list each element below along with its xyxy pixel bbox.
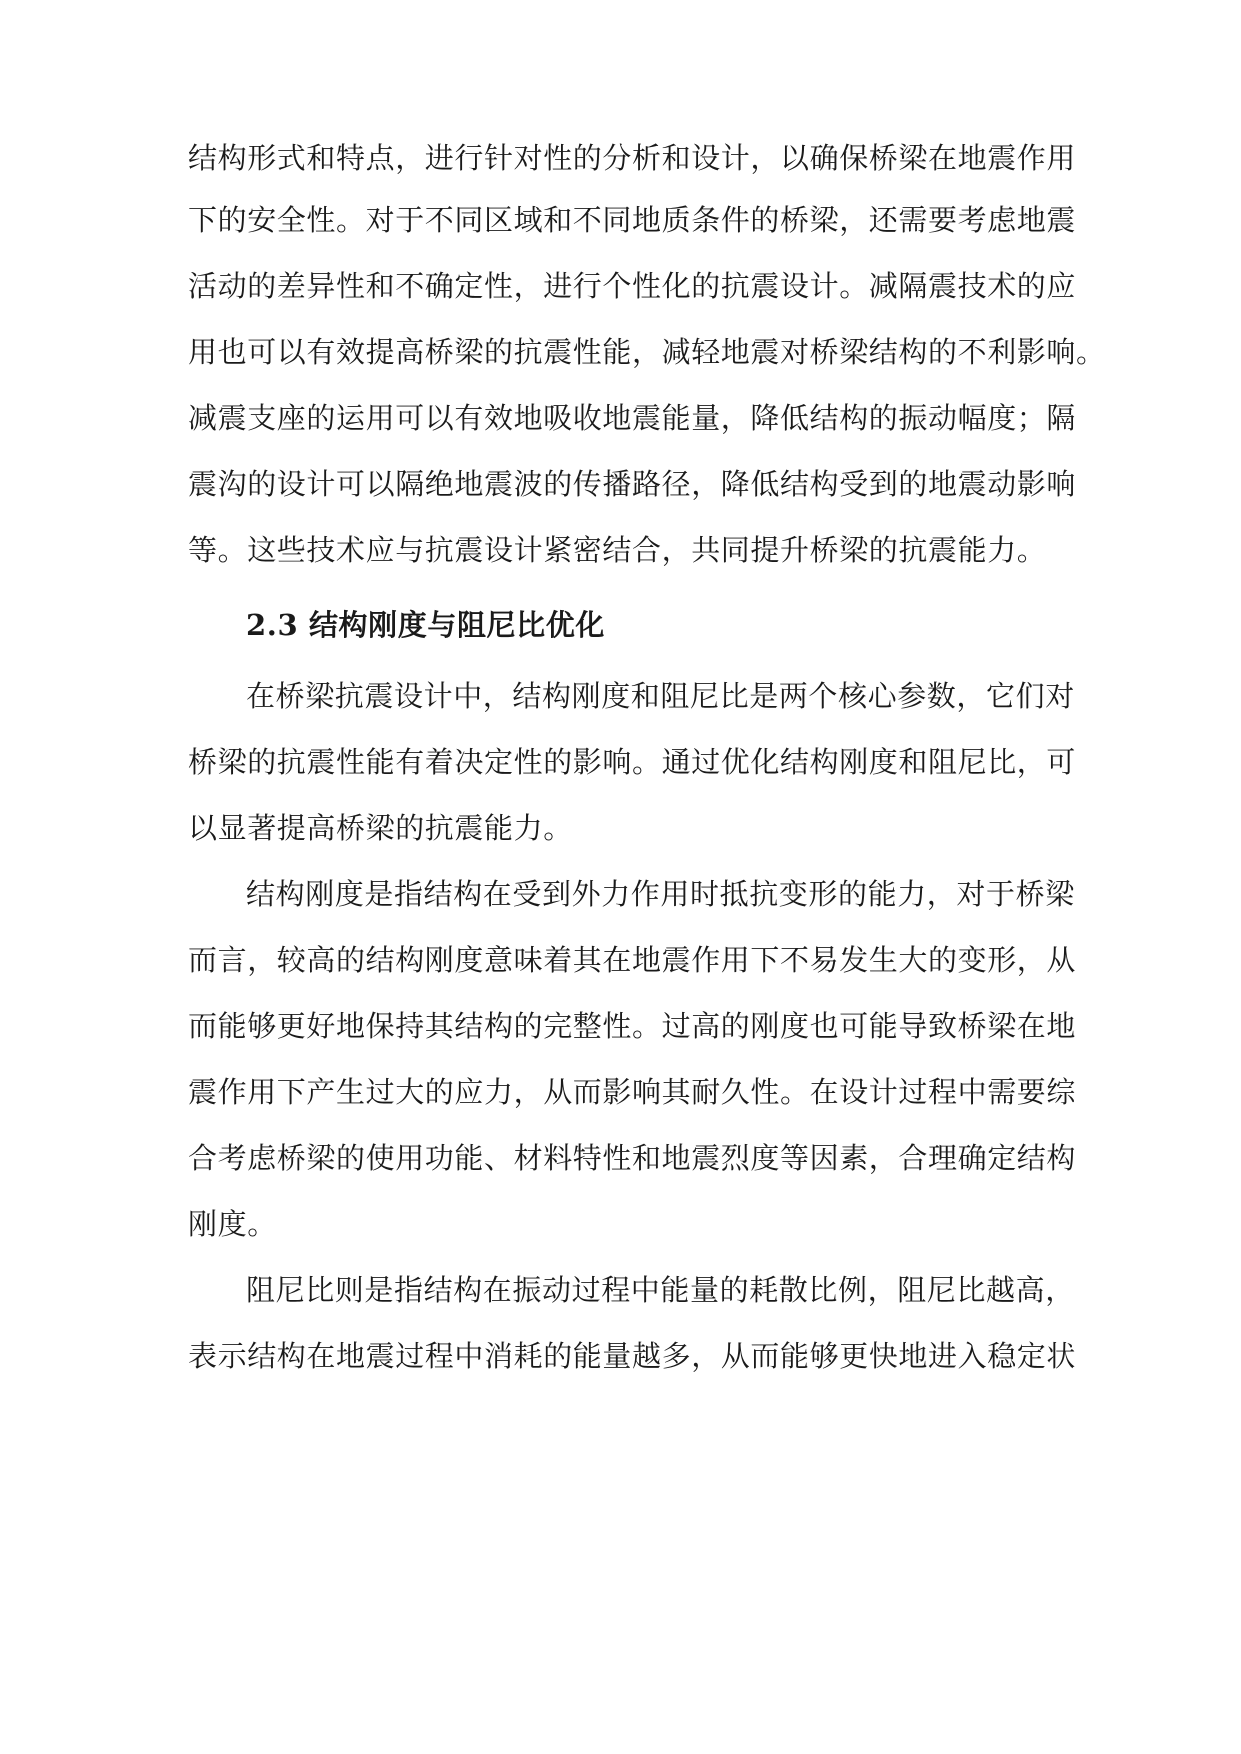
paragraph-2-line-1: 在桥梁抗震设计中，结构刚度和阻尼比是两个核心参数，它们对 — [246, 679, 1075, 713]
paragraph-3-line-3: 而能够更好地保持其结构的完整性。过高的刚度也可能导致桥梁在地 — [188, 1009, 1077, 1043]
paragraph-4-line-1: 阻尼比则是指结构在振动过程中能量的耗散比例，阻尼比越高， — [246, 1273, 1075, 1307]
paragraph-1-line-5: 减震支座的运用可以有效地吸收地震能量，降低结构的振动幅度；隔 — [188, 401, 1077, 435]
paragraph-3-line-4: 震作用下产生过大的应力，从而影响其耐久性。在设计过程中需要综 — [188, 1075, 1077, 1109]
paragraph-3-line-2: 而言，较高的结构刚度意味着其在地震作用下不易发生大的变形，从 — [188, 943, 1077, 977]
paragraph-1-line-4: 用也可以有效提高桥梁的抗震性能，减轻地震对桥梁结构的不利影响。 — [188, 335, 1106, 369]
paragraph-1-line-7: 等。这些技术应与抗震设计紧密结合，共同提升桥梁的抗震能力。 — [188, 533, 1047, 567]
paragraph-3-line-1: 结构刚度是指结构在受到外力作用时抵抗变形的能力，对于桥梁 — [246, 877, 1075, 911]
paragraph-2-line-2: 桥梁的抗震性能有着决定性的影响。通过优化结构刚度和阻尼比，可 — [188, 745, 1077, 779]
paragraph-1-line-2: 下的安全性。对于不同区域和不同地质条件的桥梁，还需要考虑地震 — [188, 203, 1077, 237]
paragraph-1-line-3: 活动的差异性和不确定性，进行个性化的抗震设计。减隔震技术的应 — [188, 269, 1077, 303]
paragraph-3-line-6: 刚度。 — [188, 1207, 277, 1241]
section-heading: 2.3 结构刚度与阻尼比优化 — [246, 608, 605, 642]
paragraph-1-line-6: 震沟的设计可以隔绝地震波的传播路径，降低结构受到的地震动影响 — [188, 467, 1077, 501]
paragraph-4-line-2: 表示结构在地震过程中消耗的能量越多，从而能够更快地进入稳定状 — [188, 1339, 1077, 1373]
paragraph-2-line-3: 以显著提高桥梁的抗震能力。 — [188, 811, 573, 845]
paragraph-3-line-5: 合考虑桥梁的使用功能、材料特性和地震烈度等因素，合理确定结构 — [188, 1141, 1077, 1175]
paragraph-1-line-1: 结构形式和特点，进行针对性的分析和设计，以确保桥梁在地震作用 — [188, 141, 1077, 175]
